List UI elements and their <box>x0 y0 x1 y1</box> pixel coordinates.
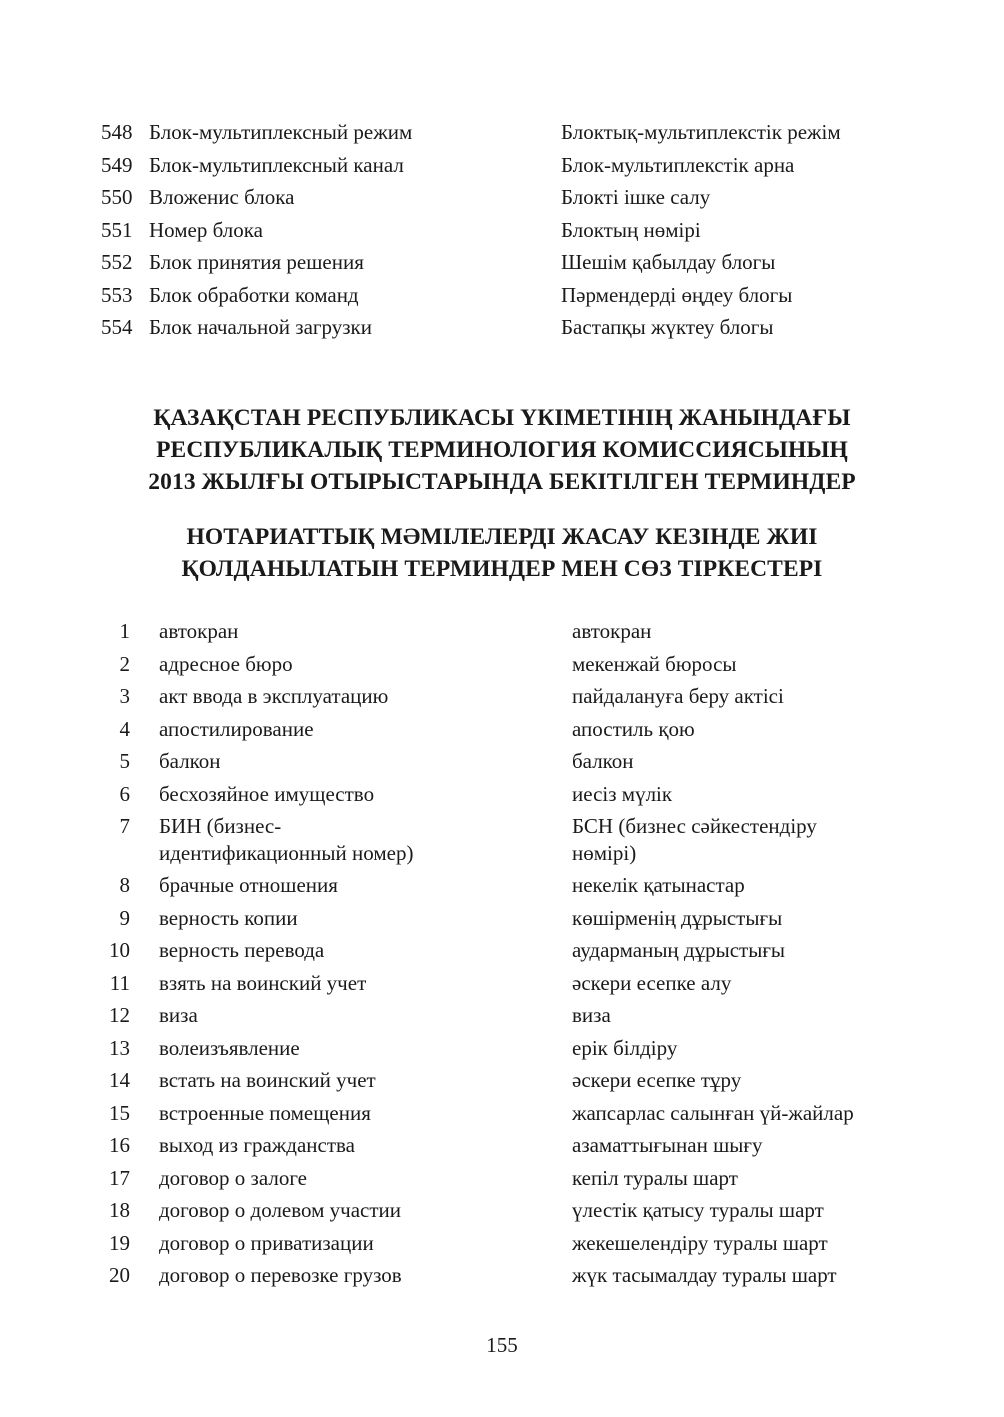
term-russian <box>159 970 459 997</box>
term-line: көшірменің дұрыстығы <box>572 905 783 930</box>
term-kazakh: Блоктық-мультиплекстік режім <box>561 120 841 144</box>
term-russian: Блок принятия решения <box>149 250 364 274</box>
term-kazakh <box>572 1100 902 1127</box>
term-row <box>0 311 1004 344</box>
term-row <box>0 748 1004 781</box>
term-kazakh: Шешім қабылдау блогы <box>561 250 776 274</box>
term-number: 9 <box>119 905 130 930</box>
term-row <box>0 781 1004 814</box>
heading-line: РЕСПУБЛИКАЛЫҚ ТЕРМИНОЛОГИЯ КОМИССИЯСЫНЫҢ <box>156 437 848 463</box>
term-row <box>0 116 1004 149</box>
term-line: апостилирование <box>159 716 314 741</box>
term-kazakh <box>572 1067 902 1094</box>
term-line: верность перевода <box>159 938 325 962</box>
term-row <box>0 181 1004 214</box>
term-kazakh <box>572 748 902 775</box>
term-line: взять на воинский учет <box>159 970 367 995</box>
term-russian <box>159 716 459 743</box>
term-russian <box>159 748 459 775</box>
term-row <box>0 1262 1004 1295</box>
term-row <box>0 1165 1004 1198</box>
term-kazakh <box>572 813 902 867</box>
term-row <box>0 279 1004 312</box>
term-russian <box>159 781 459 808</box>
term-russian <box>159 1132 459 1159</box>
term-line: виза <box>572 1003 611 1027</box>
term-row <box>0 970 1004 1003</box>
term-kazakh <box>572 1197 902 1224</box>
term-kazakh <box>572 1262 902 1289</box>
term-row <box>0 1230 1004 1263</box>
term-line: нөмірі) <box>572 841 637 865</box>
term-number: 5 <box>119 749 130 773</box>
term-row <box>0 1197 1004 1230</box>
term-russian <box>159 1197 459 1224</box>
term-row <box>0 618 1004 651</box>
term-line: аударманың дұрыстығы <box>572 938 786 962</box>
term-row <box>0 872 1004 905</box>
term-row <box>0 937 1004 970</box>
term-russian <box>159 937 459 964</box>
heading-line: ҚАЗАҚСТАН РЕСПУБЛИКАСЫ ҮКІМЕТІНІҢ ЖАНЫНДАҒЫ <box>153 405 851 431</box>
term-number: 6 <box>119 781 130 806</box>
term-number: 19 <box>109 1230 130 1255</box>
term-line: акт ввода в эксплуатацию <box>159 684 389 708</box>
term-russian: Номер блока <box>149 217 263 242</box>
heading-line: 2013 ЖЫЛҒЫ ОТЫРЫСТАРЫНДА БЕКІТІЛГЕН ТЕРМИНДЕР <box>148 469 856 495</box>
term-line: бесхозяйное имущество <box>159 781 375 806</box>
term-russian: Блок-мультиплексный режим <box>149 120 413 144</box>
term-line: әскери есепке алу <box>572 970 732 995</box>
term-kazakh: Пәрмендерді өңдеу блогы <box>561 282 793 307</box>
term-number: 8 <box>119 873 130 897</box>
term-line: договор о долевом участии <box>159 1198 402 1222</box>
term-row <box>0 1002 1004 1035</box>
term-russian <box>159 1067 459 1094</box>
term-russian: Блок-мультиплексный канал <box>149 152 404 177</box>
term-kazakh: Блоктың нөмірі <box>561 217 701 242</box>
term-row <box>0 149 1004 182</box>
page-number: 155 <box>486 1333 518 1357</box>
term-russian: Блок обработки команд <box>149 282 359 307</box>
notarial-term-list <box>0 618 1004 1295</box>
term-line: договор о залоге <box>159 1165 307 1190</box>
term-line: үлестік қатысу туралы шарт <box>572 1198 824 1222</box>
term-line: жапсарлас салынған үй-жайлар <box>572 1100 854 1125</box>
term-kazakh <box>572 618 902 645</box>
term-number: 17 <box>109 1165 130 1190</box>
term-row <box>0 813 1004 872</box>
term-line: встать на воинский учет <box>159 1068 376 1092</box>
term-russian <box>159 872 459 899</box>
term-number: 20 <box>109 1263 130 1287</box>
term-number: 551 <box>101 217 133 242</box>
term-russian: Вложенис блока <box>149 185 295 209</box>
term-kazakh: Бастапқы жүктеу блогы <box>561 315 774 339</box>
term-row <box>0 1067 1004 1100</box>
term-row <box>0 1035 1004 1068</box>
term-line: встроенные помещения <box>159 1100 371 1125</box>
subsection-heading <box>0 521 1004 585</box>
term-line: волеизъявление <box>159 1035 300 1060</box>
term-row <box>0 683 1004 716</box>
term-kazakh <box>572 716 902 743</box>
term-russian <box>159 618 459 645</box>
term-number: 2 <box>119 651 130 676</box>
term-line: әскери есепке тұру <box>572 1068 742 1092</box>
term-russian <box>159 1100 459 1127</box>
term-line: брачные отношения <box>159 873 338 897</box>
term-line: БИН (бизнес- <box>159 814 282 838</box>
term-number: 1 <box>119 619 130 643</box>
term-number: 548 <box>101 120 133 144</box>
term-russian <box>159 683 459 710</box>
term-row <box>0 214 1004 247</box>
term-line: мекенжай бюросы <box>572 651 737 676</box>
term-kazakh <box>572 1132 902 1159</box>
term-line: автокран <box>572 619 652 643</box>
term-kazakh: Блок-мультиплекстік арна <box>561 152 795 177</box>
term-russian <box>159 1002 459 1029</box>
term-kazakh <box>572 781 902 808</box>
term-line: верность копии <box>159 905 298 930</box>
term-kazakh <box>572 1165 902 1192</box>
term-kazakh <box>572 1035 902 1062</box>
term-number: 552 <box>101 250 133 274</box>
term-number: 7 <box>119 814 130 838</box>
term-row <box>0 1100 1004 1133</box>
term-line: идентификационный номер) <box>159 841 414 865</box>
continued-term-list <box>0 116 1004 344</box>
term-russian <box>159 651 459 678</box>
heading-line: НОТАРИАТТЫҚ МӘМІЛЕЛЕРДІ ЖАСАУ КЕЗІНДЕ ЖИІ <box>186 524 818 550</box>
term-line: договор о приватизации <box>159 1230 374 1255</box>
term-number: 18 <box>109 1198 130 1222</box>
term-number: 16 <box>109 1133 130 1157</box>
term-line: кепіл туралы шарт <box>572 1165 738 1190</box>
term-kazakh <box>572 872 902 899</box>
term-row <box>0 1132 1004 1165</box>
term-line: выход из гражданства <box>159 1133 355 1157</box>
term-line: некелік қатынастар <box>572 873 745 897</box>
term-line: ерік білдіру <box>572 1035 678 1060</box>
term-number: 12 <box>109 1003 130 1027</box>
term-number: 15 <box>109 1100 130 1125</box>
term-number: 14 <box>109 1068 130 1092</box>
term-russian <box>159 1035 459 1062</box>
term-kazakh <box>572 905 902 932</box>
term-number: 549 <box>101 152 133 177</box>
term-kazakh <box>572 651 902 678</box>
term-number: 553 <box>101 282 133 307</box>
term-line: балкон <box>159 749 221 773</box>
term-line: жүк тасымалдау туралы шарт <box>572 1263 837 1287</box>
term-kazakh <box>572 1002 902 1029</box>
term-russian: Блок начальной загрузки <box>149 315 372 339</box>
term-line: автокран <box>159 619 239 643</box>
term-line: договор о перевозке грузов <box>159 1263 402 1287</box>
section-heading <box>0 402 1004 498</box>
term-number: 13 <box>109 1035 130 1060</box>
term-number: 4 <box>119 716 130 741</box>
term-number: 11 <box>109 970 130 995</box>
term-line: апостиль қою <box>572 716 695 741</box>
term-row <box>0 716 1004 749</box>
term-line: иесіз мүлік <box>572 781 673 806</box>
term-russian <box>159 1230 459 1257</box>
term-line: виза <box>159 1003 198 1027</box>
term-number: 10 <box>109 938 130 962</box>
term-russian <box>159 813 459 867</box>
term-kazakh: Блокті ішке салу <box>561 185 711 209</box>
term-russian <box>159 905 459 932</box>
term-number: 550 <box>101 185 133 209</box>
term-number: 554 <box>101 315 133 339</box>
term-kazakh <box>572 683 902 710</box>
heading-line: ҚОЛДАНЫЛАТЫН ТЕРМИНДЕР МЕН СӨЗ ТІРКЕСТЕРІ <box>181 556 823 582</box>
term-russian <box>159 1262 459 1289</box>
term-kazakh <box>572 1230 902 1257</box>
term-row <box>0 651 1004 684</box>
term-line: БСН (бизнес сәйкестендіру <box>572 814 817 838</box>
term-russian <box>159 1165 459 1192</box>
term-row <box>0 246 1004 279</box>
term-number: 3 <box>119 684 130 708</box>
term-line: пайдалануға беру актісі <box>572 684 784 708</box>
term-line: азаматтығынан шығу <box>572 1133 763 1157</box>
term-kazakh <box>572 970 902 997</box>
term-line: балкон <box>572 749 634 773</box>
term-kazakh <box>572 937 902 964</box>
term-row <box>0 905 1004 938</box>
term-line: адресное бюро <box>159 651 293 676</box>
term-line: жекешелендіру туралы шарт <box>572 1230 828 1255</box>
